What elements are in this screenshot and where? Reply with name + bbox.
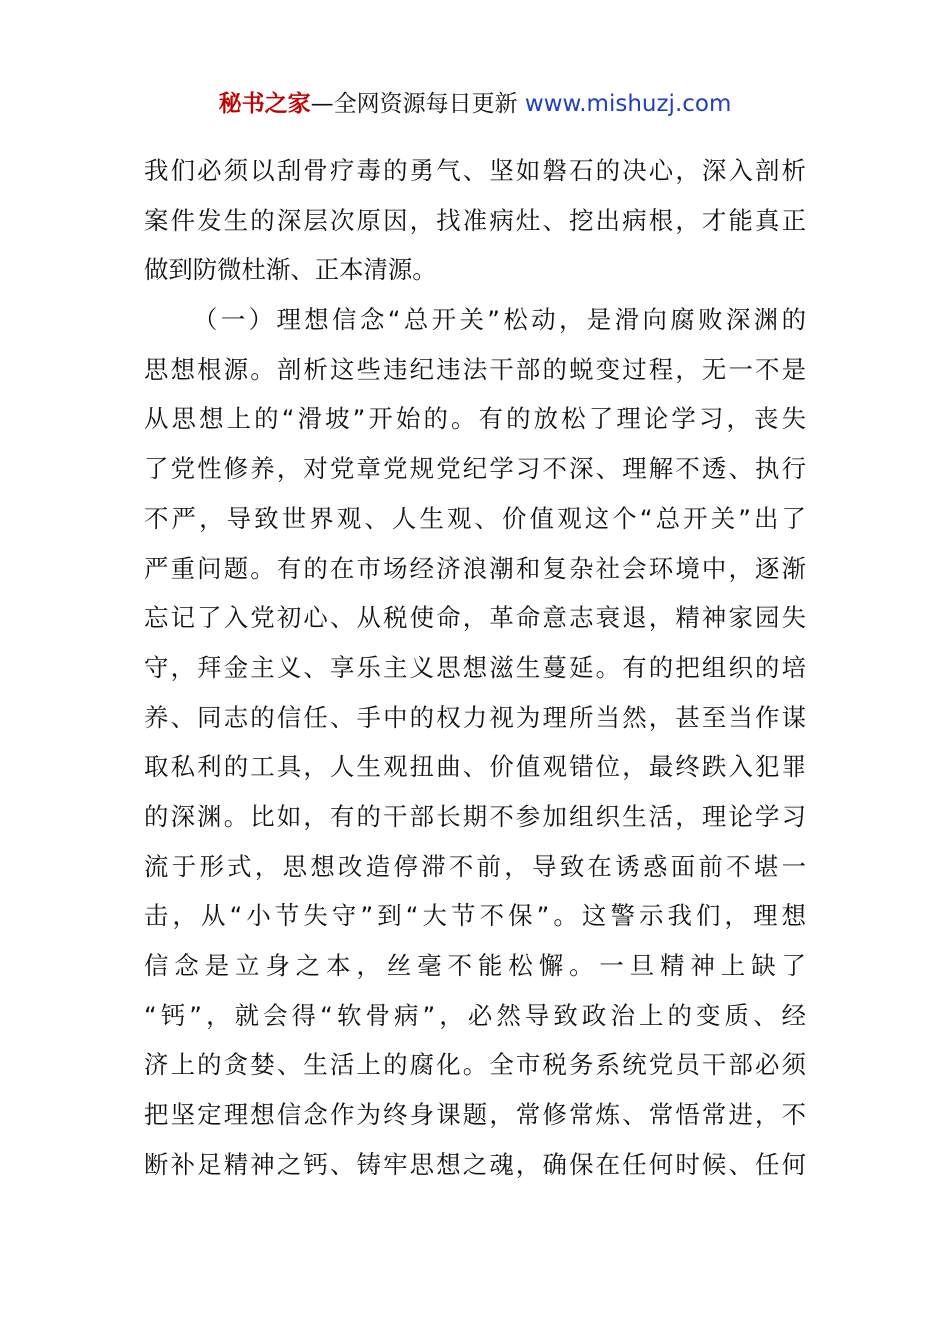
text-line: 我们必须以刮骨疗毒的勇气、坚如磐石的决心，深入剖析 [144, 156, 806, 185]
body-text [144, 146, 806, 1189]
header-tagline: —全网资源每日更新 [310, 91, 518, 117]
text-line: 从思想上的“滑坡”开始的。有的放松了理论学习，丧失 [144, 404, 806, 434]
header-url[interactable]: www.mishuzj.com [524, 91, 732, 117]
text-line: 思想根源。剖析这些违纪违法干部的蜕变过程，无一不是 [144, 354, 806, 384]
text-line: 断补足精神之钙、铸牢思想之魂，确保在任何时候、任何 [144, 1149, 806, 1179]
text-line: 信念是立身之本，丝毫不能松懈。一旦精神上缺了 [144, 951, 806, 980]
text-line: 养、同志的信任、手中的权力视为理所当然，甚至当作谋 [144, 702, 806, 732]
text-line: 忘记了入党初心、从税使命，革命意志衰退，精神家园失 [144, 603, 806, 633]
text-line: 做到防微杜渐、正本清源。 [144, 255, 437, 285]
text-line: 击，从“小节失守”到“大节不保”。这警示我们，理想 [144, 901, 806, 931]
text-line: 守，拜金主义、享乐主义思想滋生蔓延。有的把组织的培 [144, 652, 806, 682]
text-line: 济上的贪婪、生活上的腐化。全市税务系统党员干部必须 [144, 1050, 806, 1080]
header-brand: 秘书之家 [218, 91, 311, 117]
text-line: 了党性修养，对党章党规党纪学习不深、理解不透、执行 [144, 454, 806, 484]
page-header [0, 86, 950, 122]
text-line: 不严，导致世界观、人生观、价值观这个“总开关”出了 [144, 503, 806, 533]
text-line: 取私利的工具，人生观扭曲、价值观错位，最终跌入犯罪 [144, 752, 806, 782]
text-line: 流于形式，思想改造停滞不前，导致在诱惑面前不堪一 [144, 851, 806, 881]
text-line: 严重问题。有的在市场经济浪潮和复杂社会环境中，逐渐 [144, 553, 806, 583]
text-line: 案件发生的深层次原因，找准病灶、挖出病根，才能真正 [144, 205, 806, 235]
text-line: “钙”，就会得“软骨病”，必然导致政治上的变质、经 [144, 1000, 806, 1030]
text-line: 的深渊。比如，有的干部长期不参加组织生活，理论学习 [144, 801, 806, 831]
text-line: 把坚定理想信念作为终身课题，常修常炼、常悟常进，不 [144, 1100, 806, 1130]
section-heading-line: （一）理想信念“总开关”松动，是滑向腐败深渊的 [193, 305, 806, 335]
